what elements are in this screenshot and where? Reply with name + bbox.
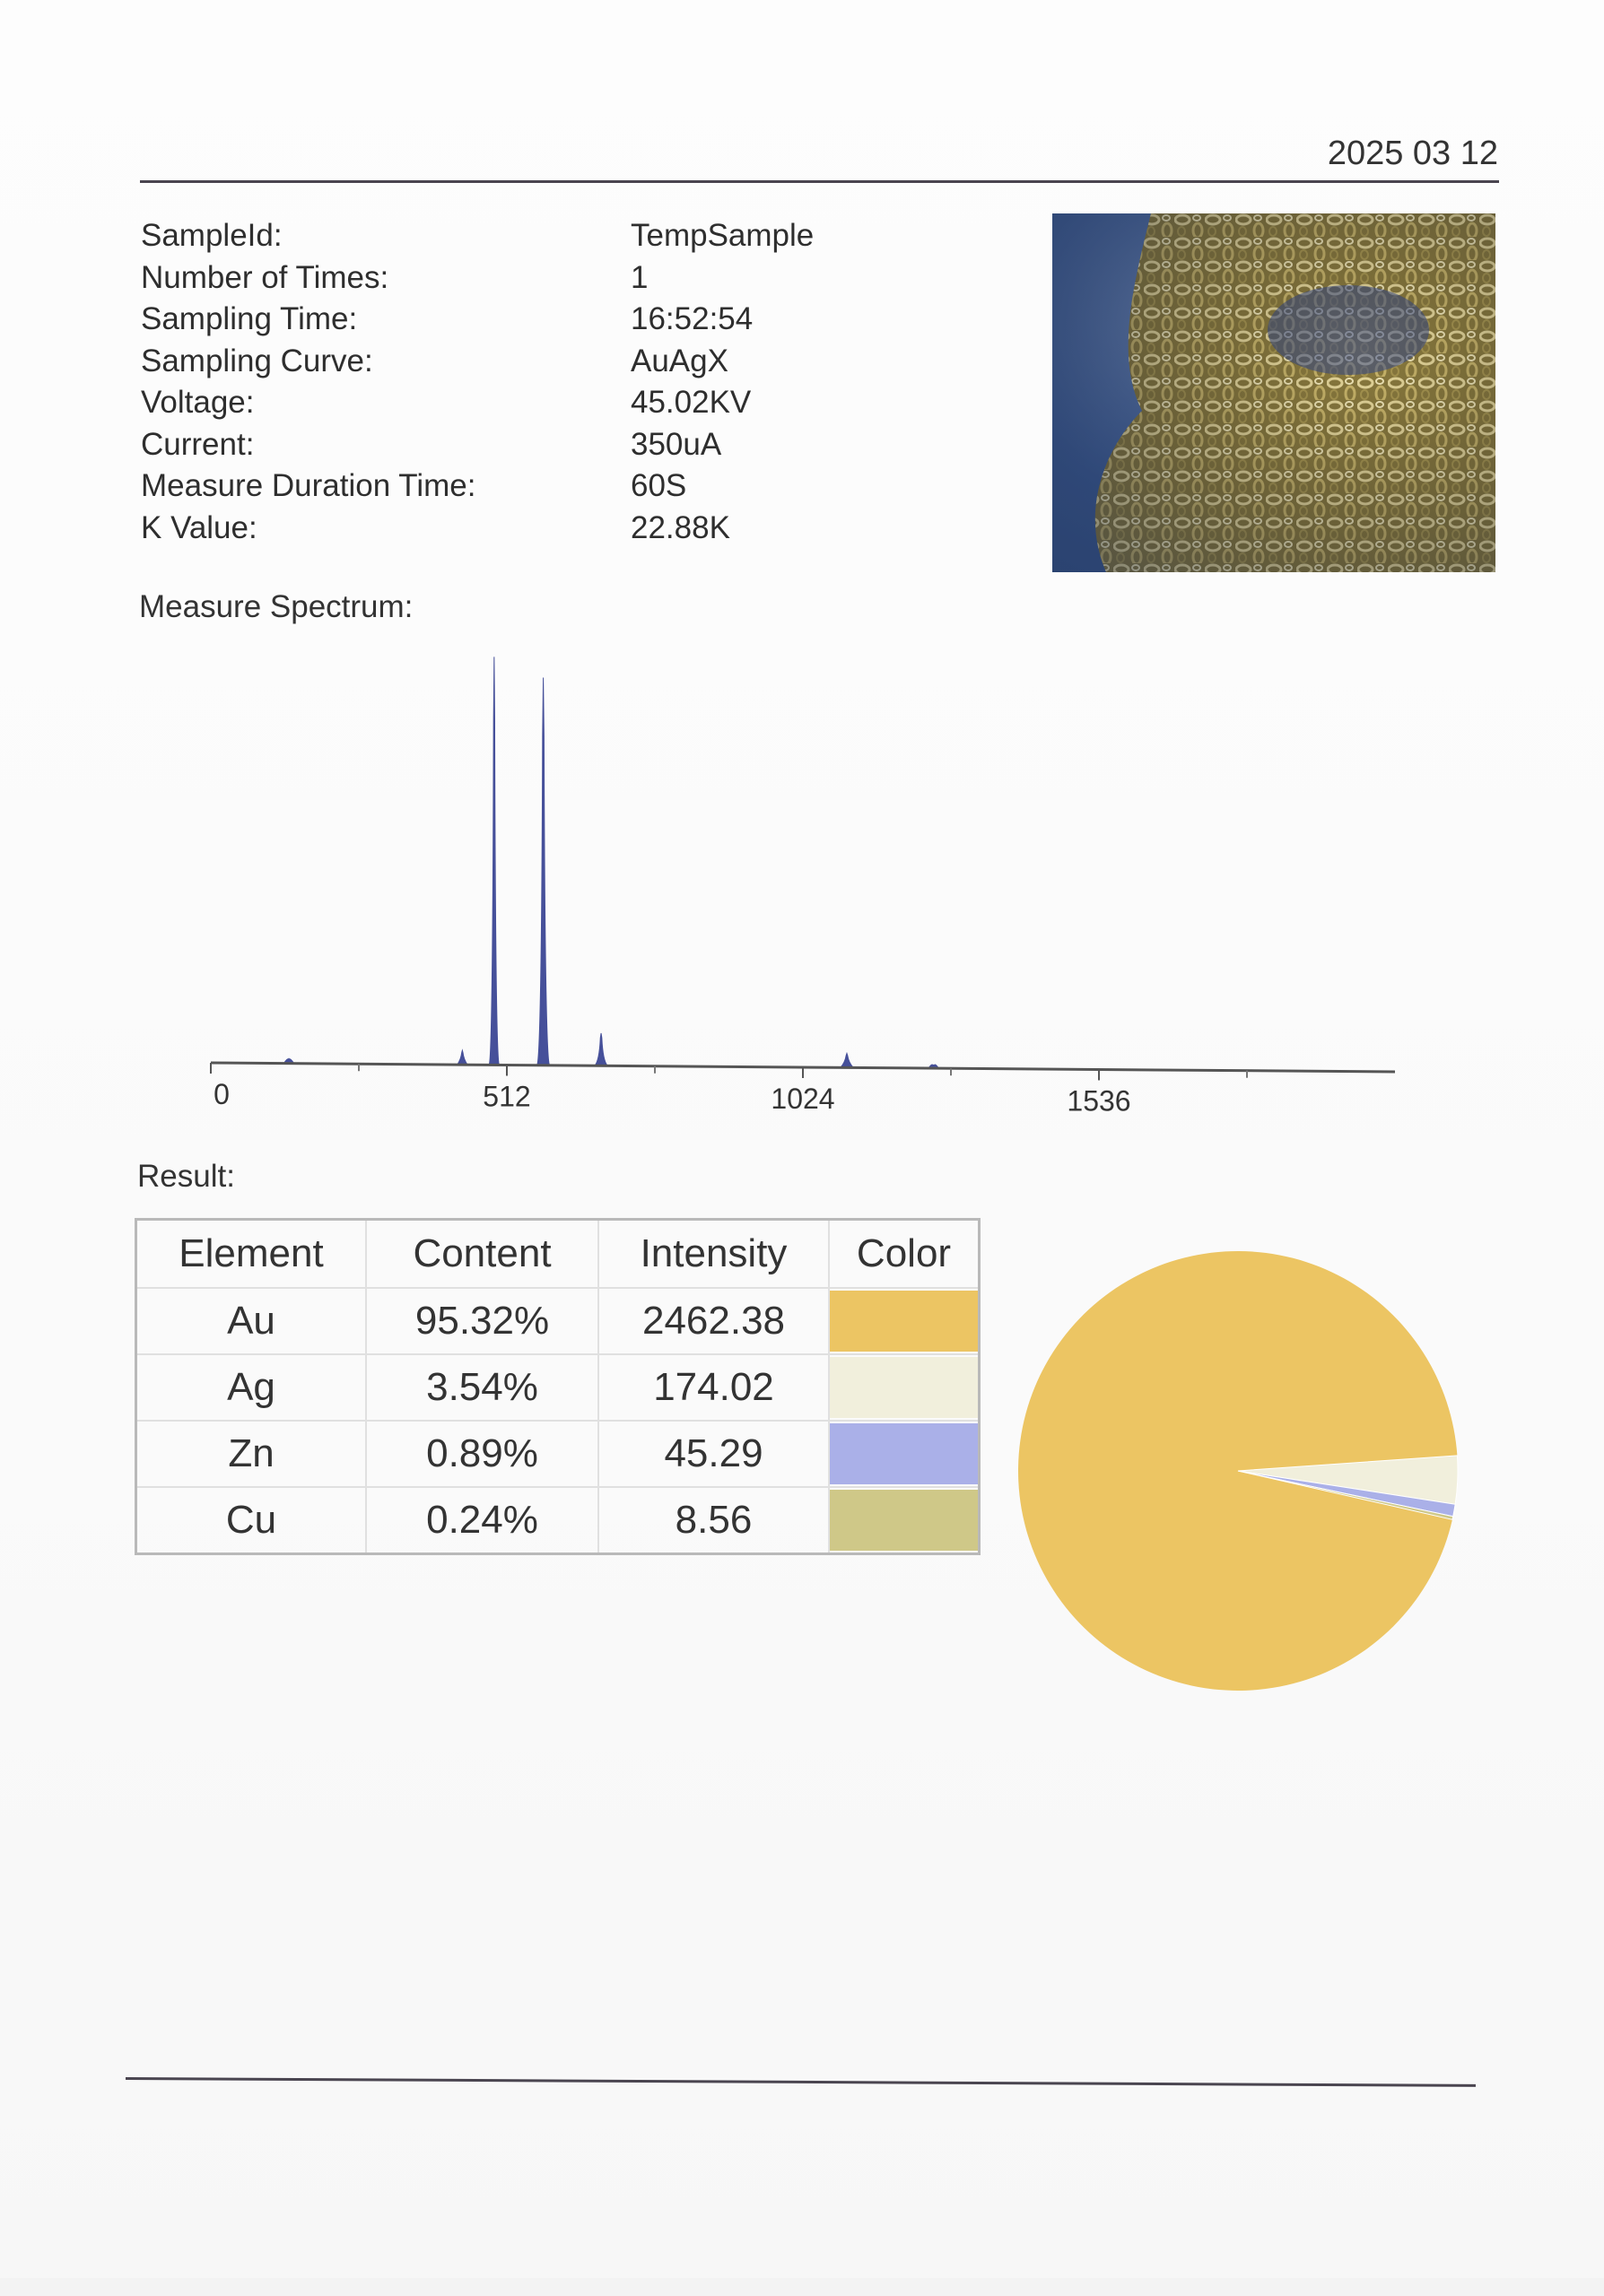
result-header-row xyxy=(136,1220,980,1289)
gold-chain-image xyxy=(1052,213,1495,572)
footer-rule xyxy=(126,2077,1476,2087)
intensity-cell: 45.29 xyxy=(598,1421,829,1487)
color-swatch xyxy=(830,1357,978,1418)
spectrum-tick-label: 512 xyxy=(483,1080,531,1113)
info-value-sampling-time: 16:52:54 xyxy=(631,301,754,336)
color-cell xyxy=(829,1288,980,1354)
info-label-current: Current: xyxy=(141,426,255,462)
result-table xyxy=(135,1218,981,1555)
info-label-voltage: Voltage: xyxy=(141,385,255,420)
header-rule xyxy=(140,180,1499,183)
info-value-duration: 60S xyxy=(631,468,687,503)
content-cell: 95.32% xyxy=(366,1288,598,1354)
info-label-sample-id: SampleId: xyxy=(141,218,283,253)
spectrum-peak xyxy=(489,657,499,1065)
intensity-cell: 2462.38 xyxy=(598,1288,829,1354)
header-intensity: Intensity xyxy=(598,1220,829,1289)
table-row xyxy=(136,1288,980,1354)
info-label-sampling-curve: Sampling Curve: xyxy=(141,343,373,378)
header-color: Color xyxy=(829,1220,980,1289)
color-cell xyxy=(829,1421,980,1487)
element-cell: Zn xyxy=(136,1421,367,1487)
intensity-cell: 174.02 xyxy=(598,1354,829,1421)
info-label-number-of-times: Number of Times: xyxy=(141,259,389,295)
color-cell xyxy=(829,1354,980,1421)
spectrum-tick-label: 1536 xyxy=(1067,1084,1131,1118)
color-swatch xyxy=(830,1291,978,1352)
spectrum-peak xyxy=(458,1050,467,1065)
info-value-voltage: 45.02KV xyxy=(631,385,752,420)
info-values xyxy=(631,215,814,549)
content-cell: 3.54% xyxy=(366,1354,598,1421)
spectrum-label: Measure Spectrum: xyxy=(139,589,414,624)
content-cell: 0.89% xyxy=(366,1421,598,1487)
spectrum-chart xyxy=(197,655,1408,1121)
element-cell: Ag xyxy=(136,1354,367,1421)
info-label-sampling-time: Sampling Time: xyxy=(141,301,358,336)
intensity-cell: 8.56 xyxy=(598,1487,829,1554)
result-label: Result: xyxy=(137,1159,235,1194)
table-row xyxy=(136,1354,980,1421)
header-content: Content xyxy=(366,1220,598,1289)
sample-photo xyxy=(1052,213,1495,572)
info-labels xyxy=(141,215,475,549)
report-date: 2025 03 12 xyxy=(1327,135,1498,172)
element-cell: Cu xyxy=(136,1487,367,1554)
color-cell xyxy=(829,1487,980,1554)
content-cell: 0.24% xyxy=(366,1487,598,1554)
spectrum-peak xyxy=(595,1033,607,1065)
header-element: Element xyxy=(136,1220,367,1289)
info-label-duration: Measure Duration Time: xyxy=(141,468,476,503)
table-row xyxy=(136,1421,980,1487)
info-value-sample-id: TempSample xyxy=(631,218,815,253)
color-swatch xyxy=(830,1490,978,1551)
spectrum-tick-label: 0 xyxy=(214,1078,230,1110)
table-row xyxy=(136,1487,980,1554)
composition-pie-chart xyxy=(1014,1247,1462,1695)
color-swatch xyxy=(830,1423,978,1484)
element-cell: Au xyxy=(136,1288,367,1354)
spectrum-peak xyxy=(537,678,550,1065)
info-value-current: 350uA xyxy=(631,426,722,462)
info-label-k-value: K Value: xyxy=(141,509,257,545)
info-value-k-value: 22.88K xyxy=(631,509,730,545)
spectrum-peak xyxy=(841,1053,853,1067)
info-value-sampling-curve: AuAgX xyxy=(631,343,728,378)
info-value-number-of-times: 1 xyxy=(631,259,649,295)
spectrum-tick-label: 1024 xyxy=(771,1083,835,1115)
